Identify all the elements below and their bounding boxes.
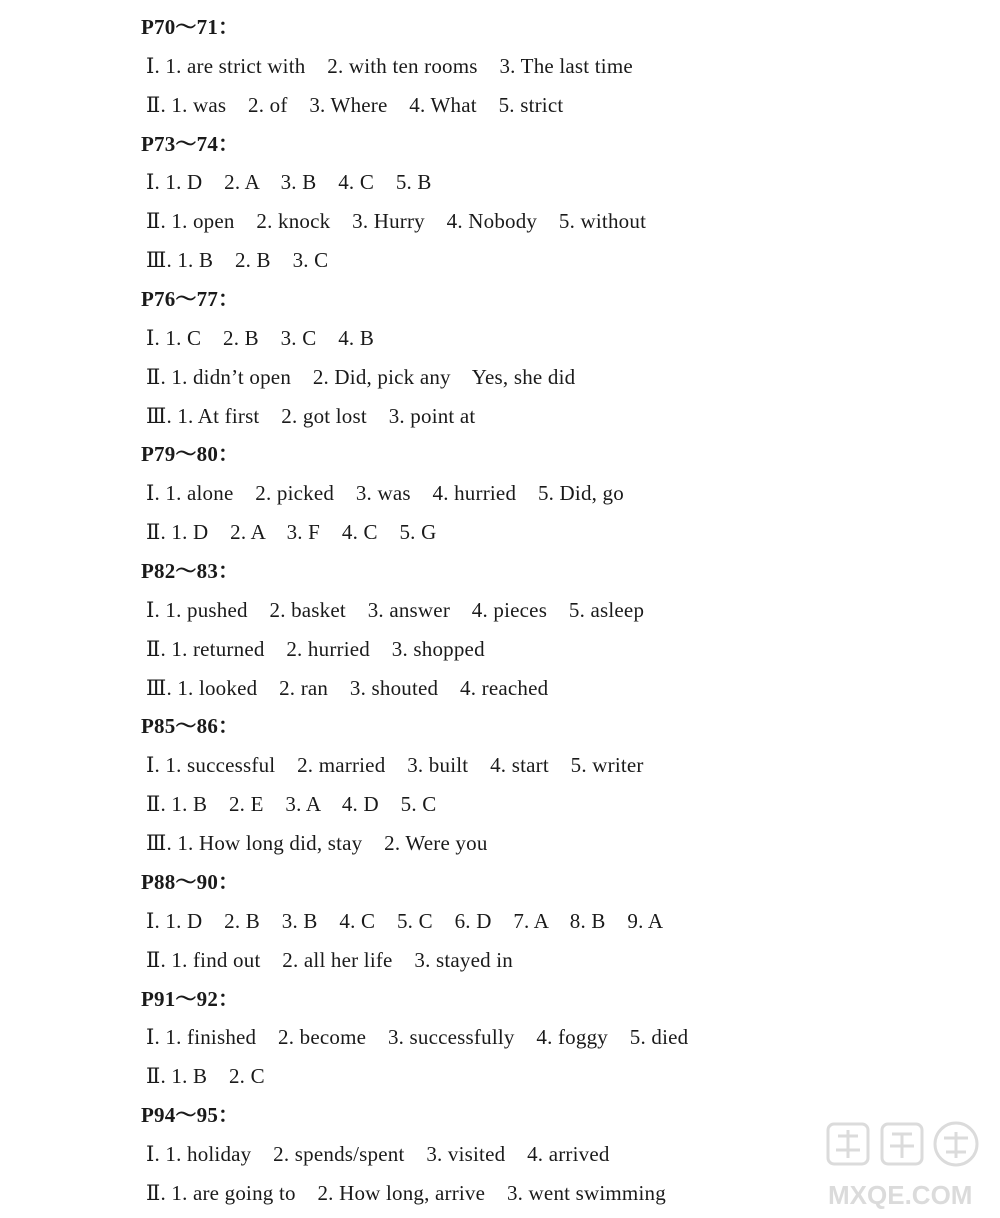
- answer-line: Ⅱ. 1. open 2. knock 3. Hurry 4. Nobody 5. without: [146, 209, 647, 234]
- answer-line: Ⅱ. 1. returned 2. hurried 3. shopped: [146, 636, 485, 661]
- answer-line: Ⅲ. 1. B 2. B 3. C: [146, 248, 329, 273]
- section-heading: P73～74：: [141, 131, 240, 156]
- answer-line: Ⅲ. 1. looked 2. ran 3. shouted 4. reached: [146, 675, 549, 700]
- section-heading: P85～86：: [141, 714, 240, 739]
- answer-line: Ⅱ. 1. was 2. of 3. Where 4. What 5. strict: [146, 92, 564, 117]
- answer-line: Ⅱ. 1. find out 2. all her life 3. stayed in: [146, 947, 514, 972]
- answer-line: Ⅰ. 1. D 2. A 3. B 4. C 5. B: [146, 170, 432, 195]
- answer-line: Ⅱ. 1. didn’t open 2. Did, pick any Yes, she did: [146, 364, 576, 389]
- answer-line: Ⅰ. 1. alone 2. picked 3. was 4. hurried 5. Did, go: [146, 481, 624, 506]
- section-heading: P70～71：: [141, 15, 240, 39]
- answer-line: Ⅱ. 1. B 2. C: [146, 1064, 265, 1089]
- answer-line: Ⅲ. 1. At first 2. got lost 3. point at: [146, 403, 476, 428]
- answer-line: Ⅱ. 1. are going to 2. How long, arrive 3. went swimming: [146, 1180, 666, 1205]
- answer-line: Ⅰ. 1. finished 2. become 3. successfully 4. foggy 5. died: [146, 1025, 689, 1050]
- answer-line: Ⅰ. 1. are strict with 2. with ten rooms 3. The last time: [146, 53, 633, 78]
- mxqe-watermark-logo: [820, 1118, 990, 1213]
- section-heading: P82～83：: [141, 559, 240, 584]
- section-heading: P76～77：: [141, 287, 240, 312]
- answer-line: Ⅲ. 1. How long did, stay 2. Were you: [146, 831, 488, 856]
- answer-line: Ⅰ. 1. D 2. B 3. B 4. C 5. C 6. D 7. A 8. B 9. A: [146, 908, 664, 933]
- answer-line: Ⅰ. 1. holiday 2. spends/spent 3. visited 4. arrived: [146, 1141, 610, 1166]
- answer-line: Ⅰ. 1. pushed 2. basket 3. answer 4. pieces 5. asleep: [146, 597, 645, 622]
- section-heading: P91～92：: [141, 986, 240, 1011]
- section-heading: P88～90：: [141, 869, 240, 894]
- section-heading: P94～95：: [141, 1103, 240, 1128]
- answer-line: Ⅰ. 1. C 2. B 3. C 4. B: [146, 325, 375, 350]
- answer-line: Ⅰ. 1. successful 2. married 3. built 4. start 5. writer: [146, 753, 644, 778]
- answer-line: Ⅱ. 1. B 2. E 3. A 4. D 5. C: [146, 792, 437, 817]
- answer-line: Ⅱ. 1. D 2. A 3. F 4. C 5. G: [146, 520, 437, 545]
- section-heading: P79～80：: [141, 442, 240, 467]
- watermark-text: MXQE.COM: [828, 1180, 973, 1210]
